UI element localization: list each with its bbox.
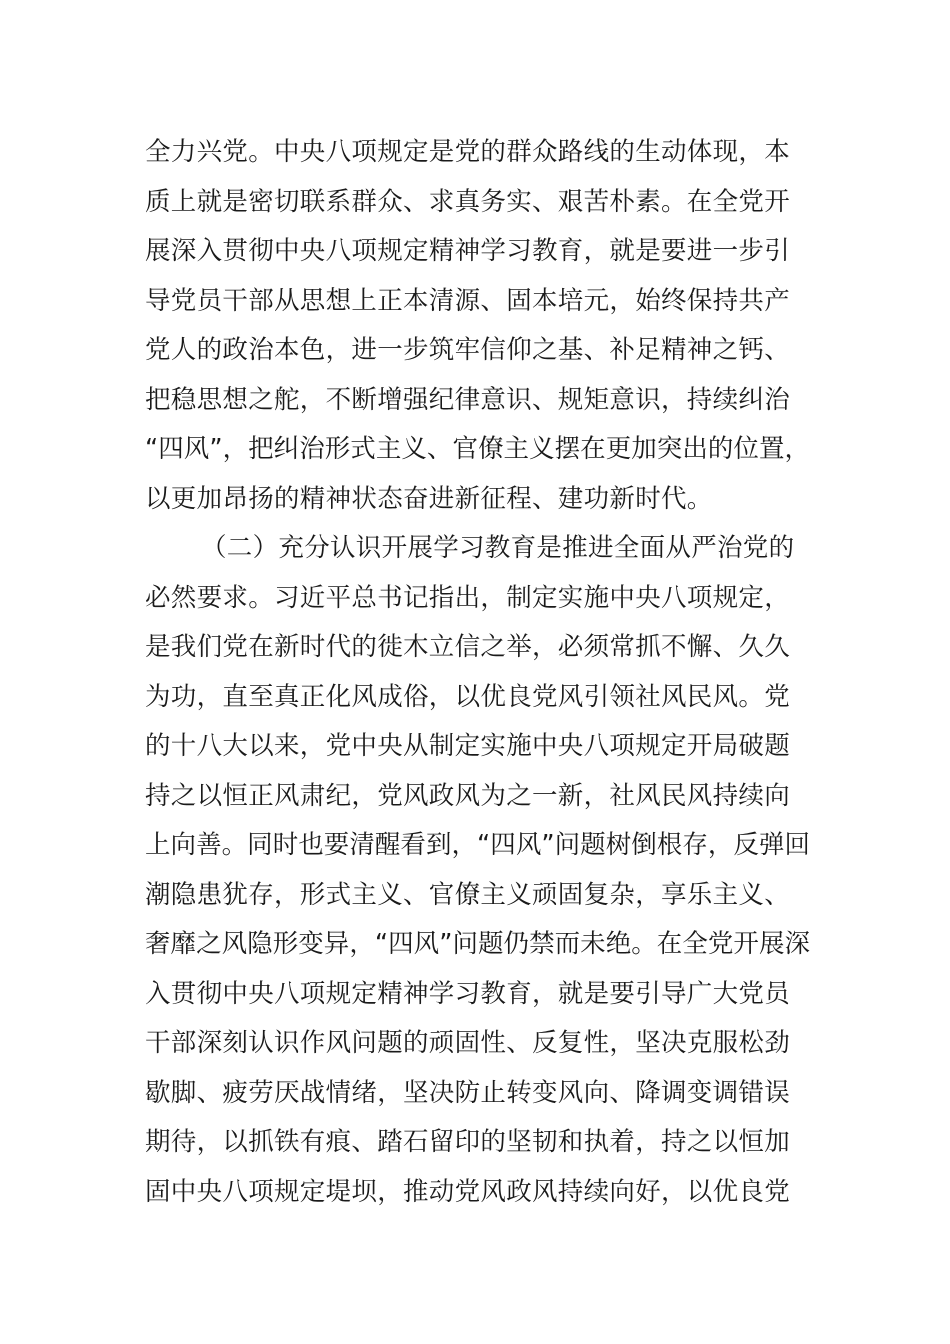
text-line: 的十八大以来，党中央从制定实施中央八项规定开局破题: [145, 731, 791, 761]
text-line: 质上就是密切联系群众、求真务实、艰苦朴素。在全党开: [145, 186, 791, 217]
body-text: [145, 128, 810, 1217]
text-line: 持之以恒正风肃纪，党风政风为之一新，社风民风持续向: [145, 780, 791, 811]
section-heading-line: （二）充分认识开展学习教育是推进全面从严治党的: [201, 533, 795, 563]
text-line: 导党员干部从思想上正本清源、固本培元，始终保持共产: [145, 285, 791, 316]
text-line: 干部深刻认识作风问题的顽固性、反复性，坚决克服松劲: [145, 1028, 791, 1058]
text-line: 全力兴党。中央八项规定是党的群众路线的生动体现，本: [145, 137, 791, 167]
text-line: 以更加昂扬的精神状态奋进新征程、建功新时代。: [145, 483, 713, 514]
text-line: 为功，直至真正化风成俗，以优良党风引领社风民风。党: [145, 681, 791, 712]
text-line: “四风”，把纠治形式主义、官僚主义摆在更加突出的位置，: [145, 434, 811, 464]
text-line: 展深入贯彻中央八项规定精神学习教育，就是要进一步引: [145, 236, 791, 266]
text-line: 入贯彻中央八项规定精神学习教育，就是要引导广大党员: [145, 978, 791, 1009]
text-line: 奢靡之风隐形变异，“四风”问题仍禁而未绝。在全党开展深: [145, 929, 811, 959]
text-line: 是我们党在新时代的徙木立信之举，必须常抓不懈、久久: [145, 632, 791, 662]
text-line: 党人的政治本色，进一步筑牢信仰之基、补足精神之钙、: [145, 335, 791, 365]
text-line: 必然要求。习近平总书记指出，制定实施中央八项规定，: [145, 582, 791, 613]
text-line: 固中央八项规定堤坝，推动党风政风持续向好，以优良党: [145, 1176, 791, 1207]
text-line: 潮隐患犹存，形式主义、官僚主义顽固复杂，享乐主义、: [145, 879, 791, 910]
text-line: 期待，以抓铁有痕、踏石留印的坚韧和执着，持之以恒加: [145, 1127, 791, 1157]
text-line: 歇脚、疲劳厌战情绪，坚决防止转变风向、降调变调错误: [145, 1077, 791, 1108]
text-line: 上向善。同时也要清醒看到，“四风”问题树倒根存，反弹回: [145, 830, 811, 860]
text-line: 把稳思想之舵，不断增强纪律意识、规矩意识，持续纠治: [145, 384, 791, 415]
